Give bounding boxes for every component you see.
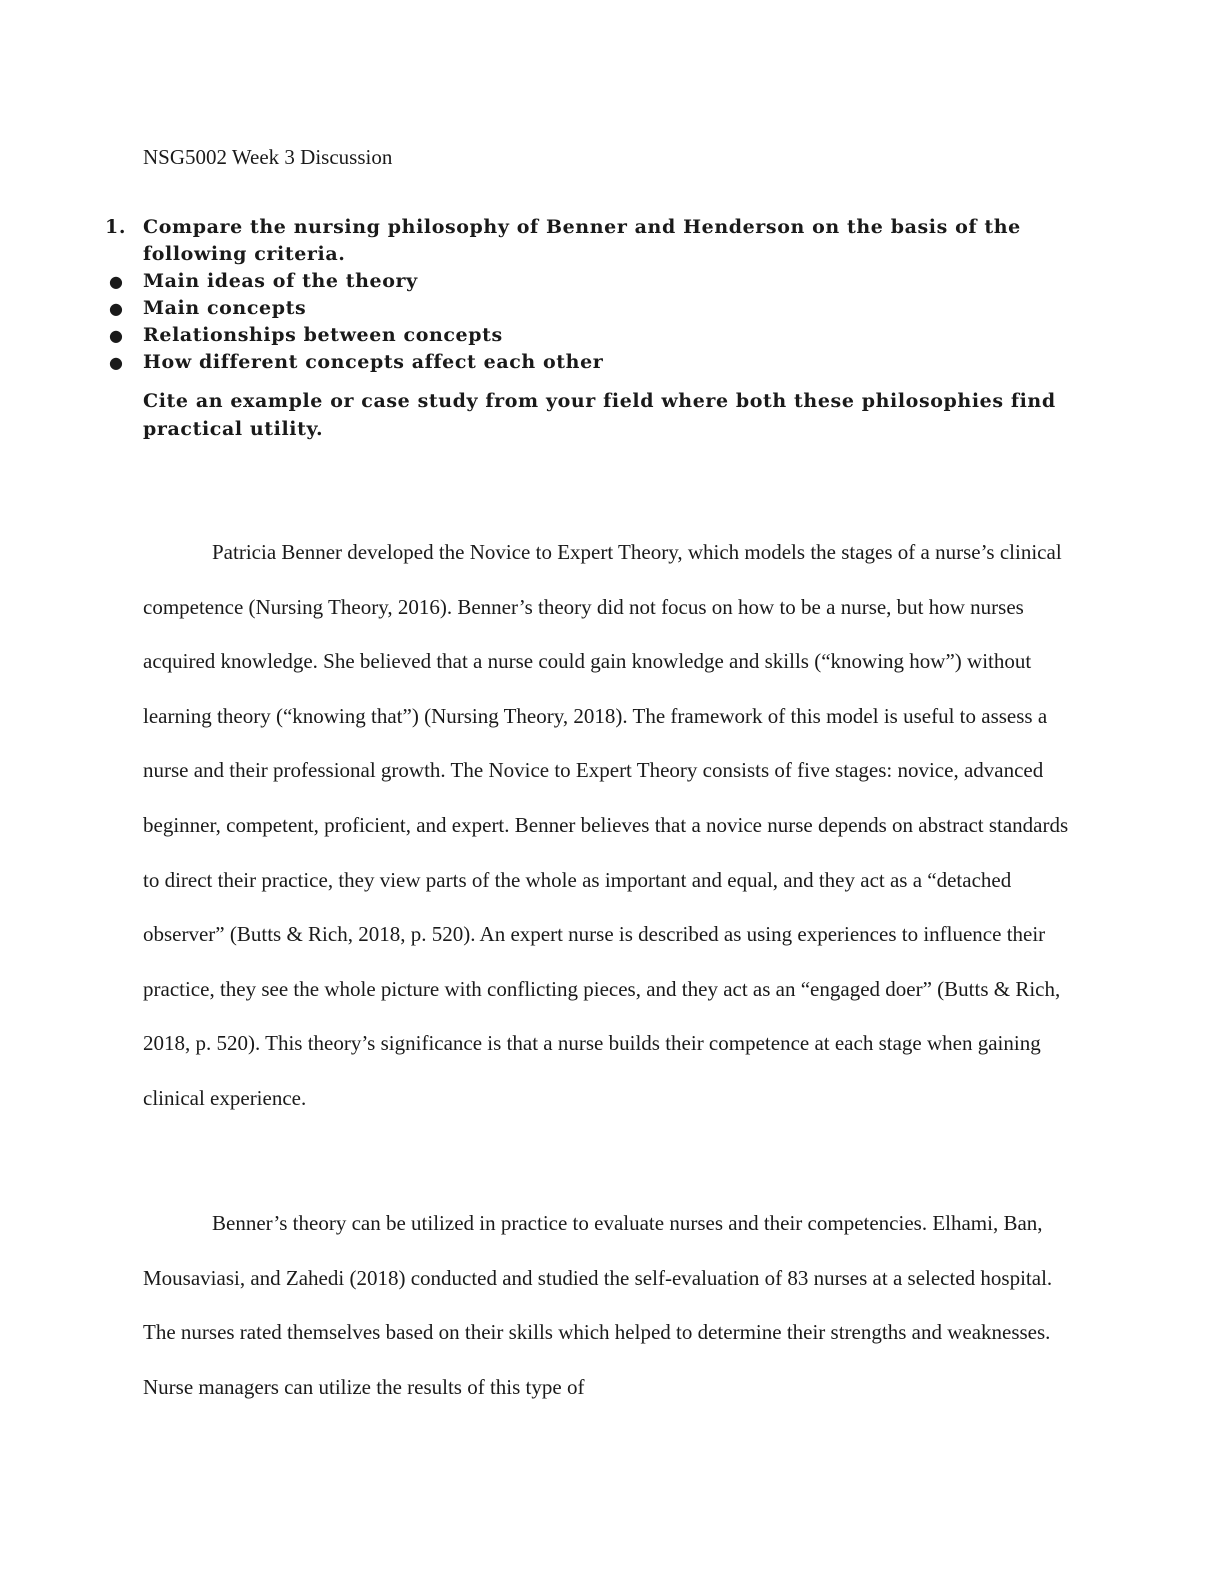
discussion-question xyxy=(105,214,1065,443)
question-followup: Cite an example or case study from your field where both these philosophies find practical utility. xyxy=(143,390,1056,440)
body-paragraph: Patricia Benner developed the Novice to Expert Theory, which models the stages of a nurse’s clinical competence (Nursing Theory, 2016). Benner’s theory did not focus on how to be a nurse, but how nurses acquired knowledge. She believed that a nurse could gain knowledge and skills (“knowing how”) without learning theory (“knowing that”) (Nursing Theory, 2018). The framework of this model is useful to assess a nurse and their professional growth. The Novice to Expert Theory consists of five stages: novice, advanced beginner, competent, proficient, and expert. Benner believes that a novice nurse depends on abstract standards to direct their practice, they view parts of the whole as important and equal, and they act as a “detached observer” (Butts & Rich, 2018, p. 520). An expert nurse is described as using experiences to influence their practice, they see the whole picture with conflicting pieces, and they act as an “engaged doer” (Butts & Rich, 2018, p. 520). This theory’s significance is that a nurse builds their competence at each stage when gaining clinical experience. xyxy=(143,540,1069,1110)
bullet-icon: ● xyxy=(109,326,124,345)
bullet-icon: ● xyxy=(109,272,124,291)
criteria-item-text: How different concepts affect each other xyxy=(143,351,604,373)
question-number: 1. xyxy=(105,216,127,238)
criteria-item xyxy=(105,295,1065,322)
criteria-item-text: Relationships between concepts xyxy=(143,324,503,346)
question-prompt xyxy=(105,214,1065,268)
criteria-item xyxy=(105,322,1065,349)
criteria-item xyxy=(105,349,1065,376)
criteria-item xyxy=(105,268,1065,295)
bullet-icon: ● xyxy=(109,299,124,318)
question-prompt-text: Compare the nursing philosophy of Benner and Henderson on the basis of the following criteria. xyxy=(143,216,1021,265)
body-paragraph: Benner’s theory can be utilized in practice to evaluate nurses and their competencies. Elhami, Ban, Mousaviasi, and Zahedi (2018) conducted and studied the self-evaluation of 83 nurses at a selected hospital. The nurses rated themselves based on their skills which helped to determine their strengths and weaknesses. Nurse managers can utilize the results of this type of xyxy=(143,1211,1053,1399)
document-title: NSG5002 Week 3 Discussion xyxy=(143,145,393,169)
criteria-item-text: Main ideas of the theory xyxy=(143,270,418,292)
bullet-icon: ● xyxy=(109,353,124,372)
criteria-item-text: Main concepts xyxy=(143,297,307,319)
